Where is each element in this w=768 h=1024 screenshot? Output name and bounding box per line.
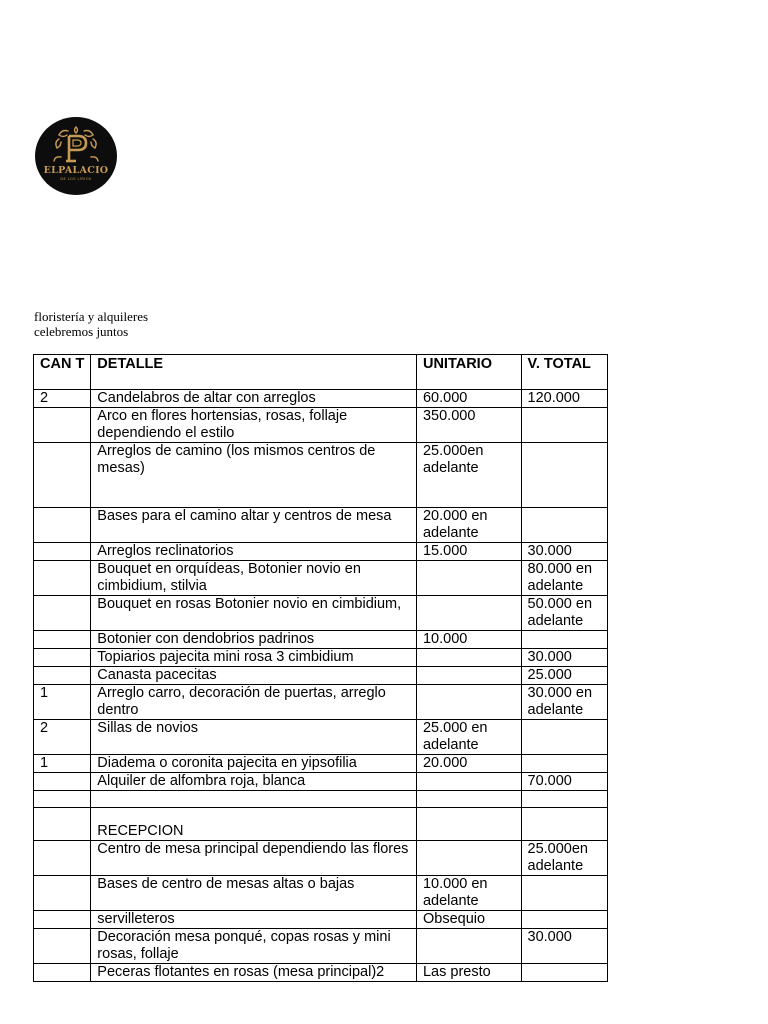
cell-total: [521, 755, 607, 773]
svg-text:ELPALACIO: ELPALACIO: [43, 165, 109, 176]
cell-detalle: Diadema o coronita pajecita en yipsofilia: [91, 755, 417, 773]
cell-detalle: Bouquet en rosas Botonier novio en cimbidium,: [91, 596, 417, 631]
cell-cant: [34, 911, 91, 929]
cell-total: 30.000: [521, 929, 607, 964]
cell-total: 25.000en adelante: [521, 841, 607, 876]
cell-detalle: Canasta pacecitas: [91, 667, 417, 685]
cell-unitario: [416, 561, 521, 596]
table-row: [34, 929, 608, 964]
cell-cant: [34, 408, 91, 443]
subtitle-line-2: celebremos juntos: [34, 324, 129, 339]
cell-unitario: 20.000 en adelante: [416, 508, 521, 543]
cell-detalle: Peceras flotantes en rosas (mesa principal)2: [91, 964, 417, 982]
cell-cant: [34, 841, 91, 876]
cell-unitario: 25.000 en adelante: [416, 720, 521, 755]
header-total: V. TOTAL: [521, 355, 607, 390]
table-row: [34, 667, 608, 685]
cell-total: 30.000: [521, 543, 607, 561]
cell-unitario: 10.000 en adelante: [416, 876, 521, 911]
cell-total: [521, 631, 607, 649]
cell-detalle: Arreglos reclinatorios: [91, 543, 417, 561]
cell-cant: 2: [34, 720, 91, 755]
table-row: [34, 649, 608, 667]
cell-detalle: servilleteros: [91, 911, 417, 929]
cell-unitario: [416, 596, 521, 631]
table-row: [34, 755, 608, 773]
table-row: [34, 543, 608, 561]
header-unitario: UNITARIO: [416, 355, 521, 390]
cell-unitario: [416, 667, 521, 685]
cell-total: [521, 508, 607, 543]
subtitle: [34, 309, 148, 339]
cell-unitario: [416, 649, 521, 667]
cell-unitario: 10.000: [416, 631, 521, 649]
cell-detalle: Centro de mesa principal dependiendo las flores: [91, 841, 417, 876]
table-row: [34, 685, 608, 720]
cell-cant: [34, 443, 91, 508]
cell-cant: [34, 649, 91, 667]
cell-detalle: Arreglos de camino (los mismos centros de mesas): [91, 443, 417, 508]
cell-detalle: Candelabros de altar con arreglos: [91, 390, 417, 408]
table-row: [34, 964, 608, 982]
cell-unitario: 15.000: [416, 543, 521, 561]
cell-total: [521, 964, 607, 982]
cell-detalle: Arreglo carro, decoración de puertas, arreglo dentro: [91, 685, 417, 720]
cell-cant: [34, 808, 91, 841]
cell-detalle: RECEPCION: [91, 808, 417, 841]
cell-detalle: Bases de centro de mesas altas o bajas: [91, 876, 417, 911]
svg-text:DE LOS LIRIOS: DE LOS LIRIOS: [60, 177, 92, 181]
cell-total: [521, 876, 607, 911]
cell-total: [521, 443, 607, 508]
cell-cant: [34, 667, 91, 685]
cell-cant: [34, 773, 91, 791]
cell-unitario: [416, 685, 521, 720]
cell-unitario: [416, 791, 521, 808]
cell-detalle: Alquiler de alfombra roja, blanca: [91, 773, 417, 791]
subtitle-line-1: floristería y alquileres: [34, 309, 149, 324]
cell-detalle: Decoración mesa ponqué, copas rosas y mini rosas, follaje: [91, 929, 417, 964]
cell-detalle: Sillas de novios: [91, 720, 417, 755]
cell-cant: [34, 543, 91, 561]
cell-unitario: [416, 929, 521, 964]
cell-unitario: 350.000: [416, 408, 521, 443]
cell-total: 120.000: [521, 390, 607, 408]
cell-cant: [34, 791, 91, 808]
table-row: [34, 390, 608, 408]
cell-total: [521, 808, 607, 841]
cell-cant: [34, 631, 91, 649]
cell-detalle: Arco en flores hortensias, rosas, follaje dependiendo el estilo: [91, 408, 417, 443]
table-row: [34, 408, 608, 443]
cell-detalle: Botonier con dendobrios padrinos: [91, 631, 417, 649]
table-row: [34, 720, 608, 755]
cell-unitario: [416, 841, 521, 876]
table-row: [34, 808, 608, 841]
cell-cant: [34, 929, 91, 964]
cell-cant: [34, 561, 91, 596]
cell-total: [521, 911, 607, 929]
cell-total: [521, 720, 607, 755]
header-detalle: DETALLE: [91, 355, 417, 390]
cell-total: 80.000 en adelante: [521, 561, 607, 596]
table-row: [34, 596, 608, 631]
table-row: [34, 791, 608, 808]
table-row: [34, 773, 608, 791]
header-cant: CAN T: [34, 355, 91, 390]
cell-cant: [34, 508, 91, 543]
cell-total: [521, 791, 607, 808]
cell-unitario: 60.000: [416, 390, 521, 408]
cell-cant: 2: [34, 390, 91, 408]
cell-detalle: Topiarios pajecita mini rosa 3 cimbidium: [91, 649, 417, 667]
cell-total: 30.000 en adelante: [521, 685, 607, 720]
cell-detalle: Bouquet en orquídeas, Botonier novio en cimbidium, stilvia: [91, 561, 417, 596]
quote-table: [33, 354, 608, 982]
cell-unitario: [416, 773, 521, 791]
cell-unitario: Obsequio: [416, 911, 521, 929]
table-row: [34, 876, 608, 911]
cell-unitario: Las presto: [416, 964, 521, 982]
table-row: [34, 631, 608, 649]
cell-total: 30.000: [521, 649, 607, 667]
cell-detalle: [91, 791, 417, 808]
cell-unitario: [416, 808, 521, 841]
table-row: [34, 911, 608, 929]
cell-total: 50.000 en adelante: [521, 596, 607, 631]
cell-cant: [34, 964, 91, 982]
cell-cant: 1: [34, 685, 91, 720]
cell-unitario: 20.000: [416, 755, 521, 773]
table-header-row: [34, 355, 608, 390]
table-row: [34, 841, 608, 876]
cell-unitario: 25.000en adelante: [416, 443, 521, 508]
table-row: [34, 561, 608, 596]
cell-total: 70.000: [521, 773, 607, 791]
el-palacio-logo: [35, 117, 117, 195]
cell-cant: 1: [34, 755, 91, 773]
cell-detalle: Bases para el camino altar y centros de mesa: [91, 508, 417, 543]
cell-total: 25.000: [521, 667, 607, 685]
cell-cant: [34, 596, 91, 631]
table-row: [34, 443, 608, 508]
cell-cant: [34, 876, 91, 911]
table-row: [34, 508, 608, 543]
cell-total: [521, 408, 607, 443]
